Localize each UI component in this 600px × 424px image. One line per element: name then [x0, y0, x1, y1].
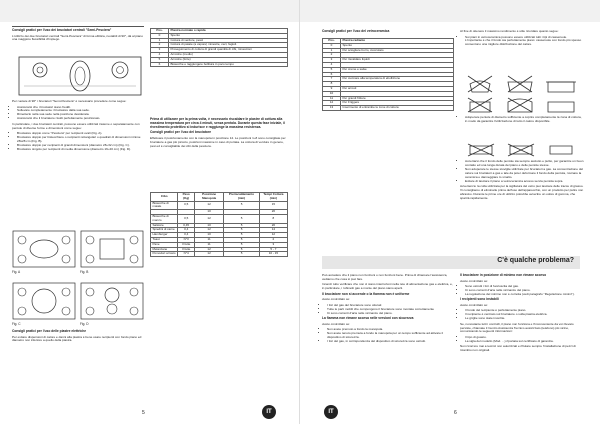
service-warning: Non ricorrere mai a tecnici non autorizzati e rifiutare sempre l'installazione di pezzi di ricambio non originali.	[460, 344, 576, 353]
figure-a-drawing	[12, 230, 76, 268]
hob-top-view-drawing	[18, 56, 142, 96]
troubleshooting-col2	[460, 274, 584, 355]
language-badge: IT	[262, 405, 276, 419]
table-cell: 6	[151, 62, 169, 67]
table-cell: 2	[151, 43, 169, 48]
semi-pesciera-heading: Consigli pratici per l'uso dei bruciatori centrali "Semi-Pesciera"	[12, 28, 112, 32]
vitro-tip: • Adoperare pentole di diametro sufficiente a coprire completamente la zona di cottura, in modo da garantire l'utilizzazione di tutto il calore disponibile.	[465, 116, 584, 124]
check-item: • Il fondo del recipiente è perfettamente piano.	[465, 309, 584, 313]
table-cell: 8	[323, 82, 341, 87]
check-item: • Il recipiente è centrato sul bruciatore o sulla piastra elettrica.	[465, 313, 584, 317]
table-cell: Per creme e salse	[341, 67, 454, 72]
table-row	[151, 252, 288, 257]
table-cell: Per grandi fritture	[341, 96, 454, 101]
rotation-step: • Assicurarsi che i bruciatori siano freddi.	[17, 106, 144, 110]
table-cell: Toast	[151, 237, 178, 242]
troubleshooting-banner	[322, 256, 580, 269]
right-col1-title	[322, 30, 454, 36]
minimum-check-list	[460, 285, 584, 297]
rotation-step: • Sollevare completamente i bruciatore dalla sua sede.	[17, 109, 144, 113]
table-cell: 6	[323, 72, 341, 77]
vitro-tip: • Evitare di lasciare il piano a vetroceramica acceso senza pentola sopra.	[465, 180, 584, 184]
table-cell: 10 - 15	[259, 252, 287, 257]
table-cell: 12	[194, 201, 223, 210]
rotation-intro: Per ruotare di 90° i bruciatori "Semi-Pesciera" è necessario procedere come segue:	[12, 99, 127, 103]
flame-safety-heading: La fiamma non rimane accesa nelle versioni con sicurezza	[322, 316, 414, 321]
table-cell: 12	[259, 233, 287, 238]
table-cell: Per cucinare alla temperatura di ebollizione	[341, 77, 454, 82]
check-item: • Sono ostruiti i fori di fuoriuscita del gas.	[465, 285, 584, 289]
table-cell: 12	[194, 247, 223, 252]
left-col1-body	[12, 100, 144, 153]
table-row	[151, 62, 288, 67]
vitro-tips-list-3	[460, 160, 584, 183]
table-cell: 13	[323, 106, 341, 111]
semi-pesciera-intro: L'utilizzo dei due bruciatori centrali "Semi-Pesciera" di forma ellittica, ruotabili di 90°, dà al piano una maggiore flessibilità d'impiego.	[12, 33, 143, 42]
table-cell: 12	[194, 252, 223, 257]
table-cell: Per Friggere	[341, 101, 454, 106]
table-cell: N°3	[178, 237, 194, 242]
table-row	[151, 214, 288, 223]
table-cell: 0	[323, 43, 341, 48]
table-cell: Spento	[169, 33, 288, 38]
pot-wrong-icon	[468, 98, 492, 112]
pans-check-list	[460, 309, 584, 321]
figure-c-label: Fig. C	[12, 322, 21, 326]
left-col1-bottom	[12, 330, 144, 345]
table-cell: 5	[224, 228, 259, 233]
table-cell: 5	[151, 57, 169, 62]
service-intro: Se, nonostante tutti i controlli, il piano non funziona e l'inconveniente da voi rilevato persiste, chiamate il Centro Assistenza Tecnico autorizzato (telefono) più vicino, comunicando le seguenti informazioni:	[460, 321, 574, 334]
table-header: Peso (Kg)	[178, 193, 194, 202]
table-cell: Arrostire (forte)	[169, 57, 288, 62]
check-item: • Tutte le parti mobili che compongono il bruciatore sono montate correttamente	[327, 308, 454, 312]
table-cell: Bistecche di maiale	[151, 201, 178, 210]
page-number: 6	[454, 410, 457, 416]
right-col2	[460, 30, 584, 49]
table-cell: 5 - 7	[259, 247, 287, 252]
table-cell: Per sciogliere burro, cioccolato	[341, 48, 454, 53]
service-item: • La sigla del modello (Mod. ...) riportata sul certificato di garanzia.	[465, 340, 584, 344]
table-cell: 7	[323, 77, 341, 82]
left-col2	[150, 118, 288, 150]
table-cell: Pomodori arrosto	[151, 252, 178, 257]
table-cell: 2	[323, 53, 341, 58]
vitro-tips-list-2	[460, 116, 584, 124]
table-row	[323, 106, 454, 111]
flame-check-list	[322, 328, 454, 344]
minimum-flame-heading: Il bruciatore in posizione di minimo non rimane acceso	[460, 273, 547, 277]
table-cell: Per arrosti	[341, 86, 454, 91]
table-cell: 0	[151, 33, 169, 38]
usage-list	[12, 132, 144, 152]
page-number: 5	[142, 410, 145, 416]
rotation-steps-list	[12, 106, 144, 122]
service-item: • Il tipo di guasto.	[465, 336, 584, 340]
table-cell: 5	[224, 237, 259, 242]
table-cell: Arrostire (medio)	[169, 52, 288, 57]
table-cell: 3 fette	[178, 247, 194, 252]
trouble-intro: Può accadere che il piano non funzioni o non funzioni bene. Prima di chiamare l'assistenza, vediamo che cosa si può fare.	[322, 273, 448, 281]
table-cell: Melanzane	[151, 247, 178, 252]
check-item: • Non avete premuto a fondo la manopola.	[327, 328, 454, 332]
table-cell: 0,4	[178, 233, 194, 238]
table-cell: 20	[259, 223, 287, 228]
table-cell: 1	[151, 38, 169, 43]
vitro-tip: • Non adoperare le stesse stoviglie utilizzate per bruciatori a gas. La concentrazione del calore sui bruciatori a gas e tale da poter deformare il fondo della pentola, rovinare la ceramica e danneggiare lo smalto.	[465, 168, 584, 180]
table-cell: 11	[323, 96, 341, 101]
check-item: • I fori del gas del bruciatore sono otturati	[327, 304, 454, 308]
right-col2-more	[460, 116, 584, 125]
figure-d-drawing	[80, 282, 144, 320]
table-cell: 10	[323, 91, 341, 96]
table-header: Tempi Cottura (min)	[259, 193, 287, 202]
burner-not-lighting-heading: Il bruciatore non si accende o la fiamma non è uniforme	[322, 291, 410, 296]
table-cell: 12	[194, 228, 223, 233]
figure-b-label: Fig. B	[80, 270, 89, 274]
pot-correct-icon	[546, 82, 576, 92]
rotation-step: • Assicurarsi che il bruciatore risulti perfettamente posizionato.	[17, 117, 144, 121]
pot-examples-drawing	[466, 74, 578, 114]
table-cell: 4	[151, 52, 169, 57]
table-cell: 3	[259, 242, 287, 247]
table-cell: 5	[224, 247, 259, 252]
usage-item: • Bruciatore doppio per recipienti di grandi dimensioni (diametro 28÷32 cm) (Fig. C).	[17, 144, 144, 148]
trouble-check: Innanzi tutto verificare che non ci siano interruzioni nella rete di alimentazione gas e elettrica, e, in particolare, i rubinetti gas a monte del piano siano aperti.	[322, 282, 453, 291]
table-cell: 5	[224, 252, 259, 257]
table-cell: 10	[194, 210, 223, 215]
table-cell: 3	[323, 58, 341, 63]
table-row	[151, 201, 288, 210]
table-cell: Inserimento di entrambe le zone di cottura	[341, 106, 454, 111]
grill-cooking-table	[150, 192, 288, 257]
table-cell: 0,45	[178, 223, 194, 228]
usage-item: • Bruciatore doppio per bistecchiere o recipienti rettangolari o quadrati di dimensioni minime 28x28 cm (Fig. B).	[17, 136, 144, 144]
check-subheading: Avete controllato se:	[460, 302, 488, 307]
left-page-header-band	[0, 0, 300, 22]
table-cell: 0,4	[178, 228, 194, 233]
right-page	[300, 0, 600, 424]
table-cell: 5	[323, 67, 341, 72]
electric-plates-text: Per evitare dispersioni di calore e danni alla piastra è bene usare recipienti con fondo piano ed diametro non inferiore a quello della piastra.	[12, 334, 142, 343]
language-badge: IT	[324, 405, 338, 419]
radiant-plate-table	[322, 38, 454, 111]
check-item: • Ci sono correnti d'aria nelle vicinanze del piano.	[465, 289, 584, 293]
table-cell: 0,5	[178, 201, 194, 210]
troubleshooting-col1	[322, 274, 454, 345]
table-cell: Hamburger	[151, 233, 178, 238]
check-item: • La regolazione del minimo non è corretta (vedi paragrafo "Regolazione minimi").	[465, 293, 584, 297]
table-cell: 5	[224, 201, 259, 210]
usage-item: • Bruciatore doppio come "Pesciera" per recipienti ovali (Fig. A).	[17, 132, 144, 136]
electric-plates-heading: Consigli pratici per l'uso delle piastre elettriche	[12, 329, 87, 333]
table-cell: 5	[224, 223, 259, 228]
table-header: Piastra normale o rapida	[169, 29, 288, 34]
grill-text: Effettuare il posizionamento con la manopola in posizione 12. Le posizioni 1÷8 sono consigliate per bruciatore a gas più piccolo, posizioni massime in caso di portata. La cottura di verdure in genere, pesi ed è consigliabile dei cibi della pesciera.	[150, 135, 286, 148]
troubleshooting-title: C'è qualche problema?	[497, 257, 574, 264]
pot-wrong-icon	[468, 76, 492, 92]
pot-wrong-icon	[508, 76, 532, 92]
table-cell: Salsicce	[151, 223, 178, 228]
pot-wrong-icon	[508, 98, 532, 112]
vitro-tips-list-1	[460, 36, 584, 48]
table-cell: Spento	[341, 43, 454, 48]
figure-d-label: Fig. D	[80, 322, 89, 326]
figure-a-label: Fig. A	[12, 270, 21, 274]
col1-top-rule	[12, 26, 144, 27]
table-cell: 2	[259, 237, 287, 242]
table-cell: 3	[151, 48, 169, 53]
rotation-step: • Rimetterlo nella sua sede nella posizione desiderata.	[17, 113, 144, 117]
check-item: • Le griglie sono state invertite.	[465, 317, 584, 321]
table-cell: 12	[323, 101, 341, 106]
table-cell: Proseguimento di cottura di grandi quantità di cibi, minestroni	[169, 48, 288, 53]
check-subheading: Avete controllato se:	[460, 278, 488, 283]
plate-position-table	[150, 28, 288, 67]
figure-c-drawing	[12, 282, 76, 320]
figure-b-drawing	[80, 230, 144, 268]
table-header: Piastra radiante	[341, 39, 454, 44]
table-cell: 10	[194, 233, 223, 238]
table-cell: 0,5	[178, 214, 194, 223]
table-cell: 11	[194, 237, 223, 242]
table-cell: 5	[224, 214, 259, 223]
table-header: Posizione Manopola	[194, 193, 223, 202]
vitro-tip: • Sui piani in vetroceramica possono essere utilizzati tutti i tipi di casseruole. L'importante è che il fondo sia perfettamente piano: casseruole con fondo più spesso consentono una migliore distribuzione del calore.	[465, 36, 584, 48]
check-item: • Ci sono correnti d'aria nelle vicinanze del piano.	[327, 312, 454, 316]
right-col2-tips	[460, 160, 584, 202]
check-item: • Non avete tenuto premuta a fondo la manopola per un tempo sufficiente ad attivare il dispositivo di sicurezza.	[327, 332, 454, 340]
unstable-pans-heading: I recipienti sono instabili	[460, 297, 499, 302]
table-cell: 5	[224, 233, 259, 238]
pot-correct-icon	[548, 102, 574, 112]
table-cell: Spiedini di carne	[151, 228, 178, 233]
table-cell: Bistecche e raggiungere bollitura in poco tempo	[169, 62, 288, 67]
table-cell: 3 fette	[178, 242, 194, 247]
vitro-intro: Al fine di ottenere il massimo rendimento è utile ricordare quanto segue:	[460, 29, 559, 33]
table-cell: Cottura di verdure, pesci	[169, 38, 288, 43]
service-info-list	[460, 336, 584, 344]
right-page-header-band	[300, 0, 600, 22]
vitro-warning: Avvertenza: la colla utilizzata per la sigillatura del vetro può lasciare delle tracce di grasso. Vi consigliamo di eliminarle prima dell'uso dell'apparecchio, con un prodotto per pulire non abrasivo. Durante le prime ore di utilizzo potrebbe avvertire un odore di gomma, che sparirà rapidamente.	[460, 184, 584, 200]
usage-intro: In particolare, i due bruciatori centrali, possono essere utilizzati insieme o separatamente con pentole di diverse forme e dimensioni come segue:	[12, 121, 140, 130]
table-cell: Per riscaldare liquidi	[341, 58, 454, 63]
vitro-tip: • Accertarsi che il fondo delle pentole sia sempre asciutto e pulito, per garantire un buon contatto ed una lunga durata del piano e delle pentole stesse.	[465, 160, 584, 168]
table-cell: Pane	[151, 242, 178, 247]
table-cell: 15	[259, 201, 287, 210]
table-cell: 4	[323, 62, 341, 67]
left-col1	[12, 29, 144, 44]
table-cell: 9	[323, 86, 341, 91]
table-cell: 20	[259, 210, 287, 215]
table-header: Cibo	[151, 193, 178, 202]
table-header: Pos.	[323, 39, 341, 44]
table-cell: Cottura di patate (a vapore) minestre, ceci, fagioli.	[169, 43, 288, 48]
table-cell: 5	[224, 242, 259, 247]
usage-item: • Bruciatore singolo per recipienti di media dimensione (diametro 16÷20 cm) (Fig. D).	[17, 148, 144, 152]
grill-heading: Consigli pratici per l'uso del bruciatore	[150, 130, 212, 135]
pot-base-examples-drawing	[466, 142, 578, 158]
first-use-note: Prima di utilizzare per la prima volta, è necessario riscaldare le piastre di cottura alla massima temperatura per circa 4 minuti, senza pentola. Durante questa fase iniziale, il rivestimento protettivo si indurisce e raggiunge la massima resistenza.	[150, 117, 285, 129]
table-header: Preriscaldamento (min)	[224, 193, 259, 202]
table-cell: Bistecche di manzo	[151, 214, 178, 223]
vitroceramic-heading: Consigli pratici per l'uso del vetroceramica	[322, 29, 390, 33]
table-cell: 10	[194, 223, 223, 228]
table-cell: 11	[194, 242, 223, 247]
check-item: • I fori del gas, in corrispondenza del dispositivo di sicurezza sono ostruiti.	[327, 340, 454, 344]
table-cell: 8	[259, 214, 287, 223]
table-cell: 1	[323, 48, 341, 53]
table-cell: N°4	[178, 252, 194, 257]
burner-check-list	[322, 304, 454, 316]
table-header: Pos.	[151, 29, 169, 34]
table-cell: 12	[194, 214, 223, 223]
check-subheading: Avete controllato se:	[322, 297, 350, 302]
check-subheading: Avete controllato se:	[322, 321, 350, 326]
table-cell: 14	[259, 228, 287, 233]
